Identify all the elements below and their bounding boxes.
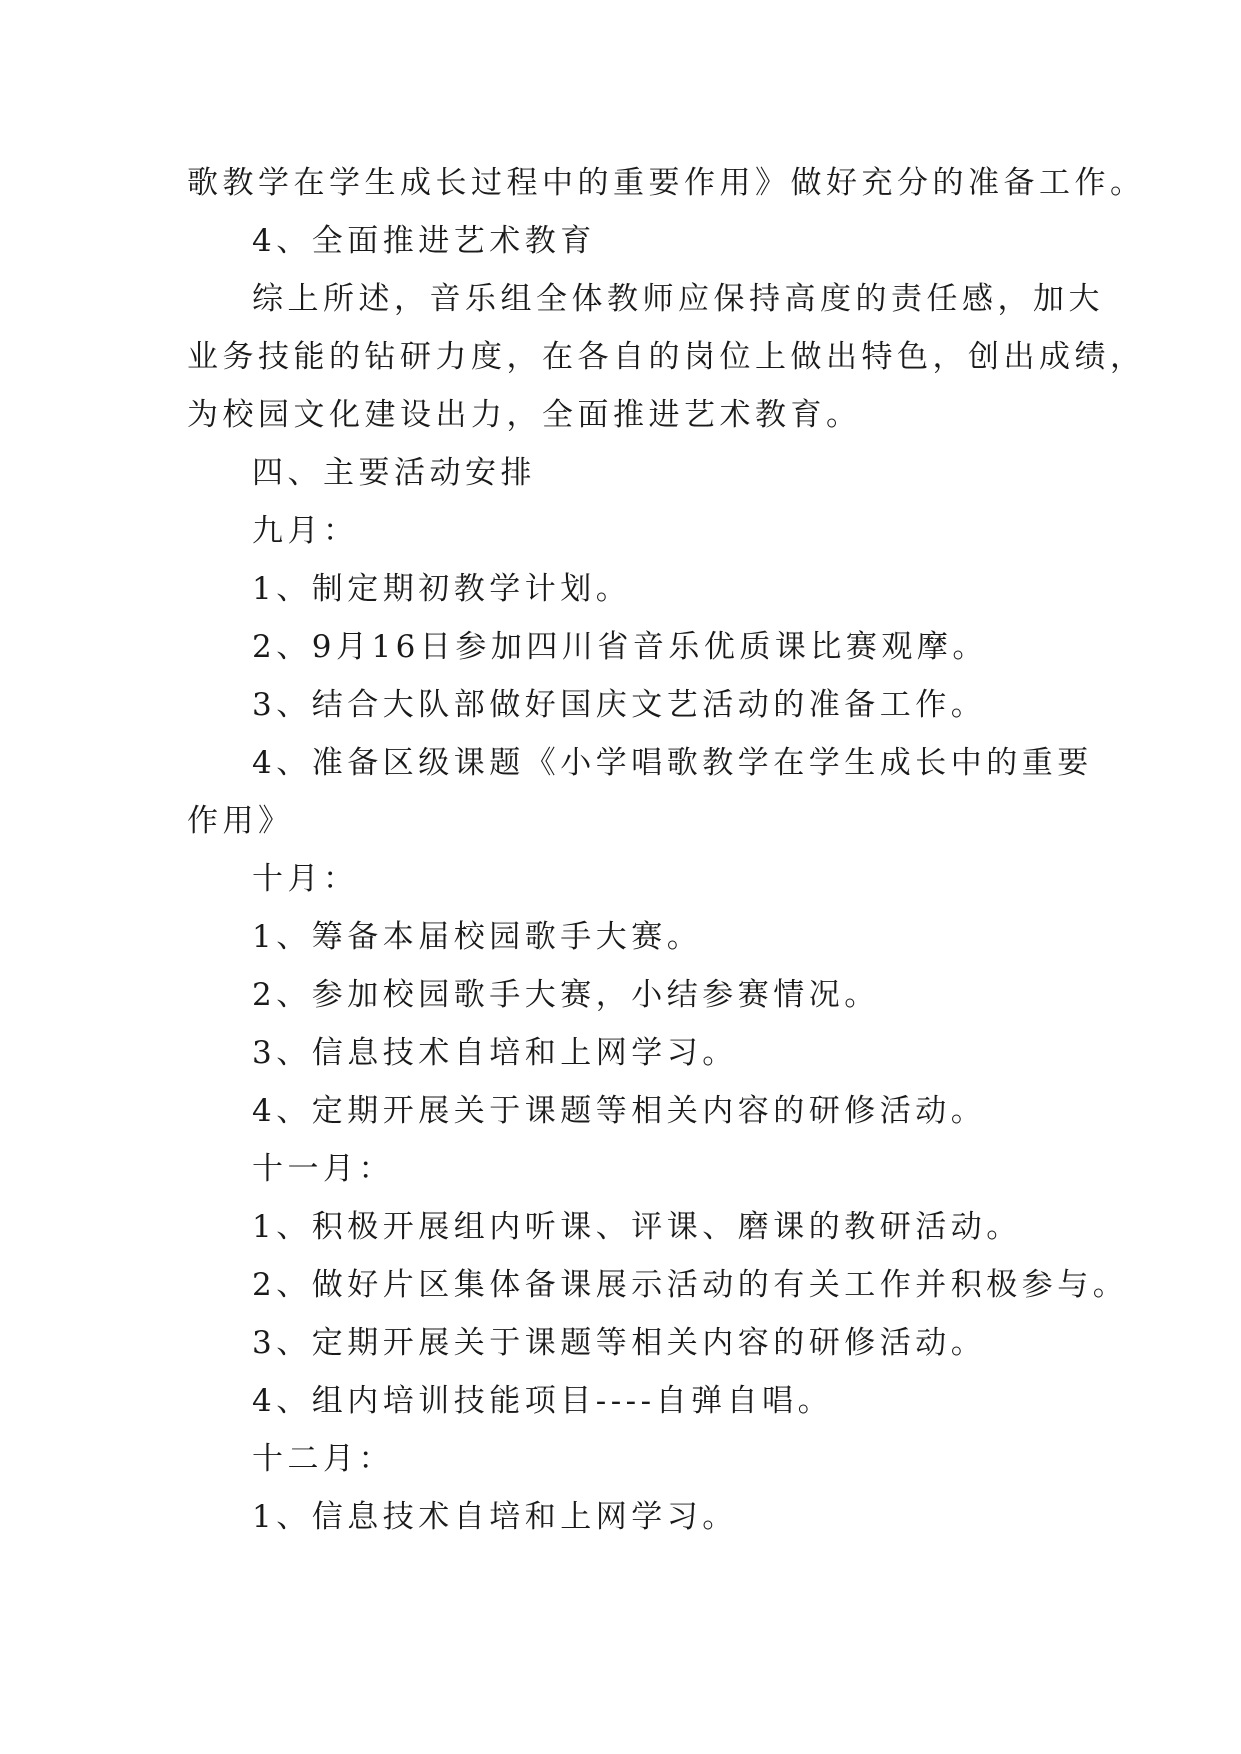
month-heading: 九月： [252, 513, 359, 549]
paragraph-line: 为校园文化建设出力，全面推进艺术教育。 [187, 397, 862, 433]
list-item: 3、定期开展关于课题等相关内容的研修活动。 [252, 1325, 987, 1361]
paragraph-line: 作用》 [187, 803, 294, 839]
list-item: 1、制定期初教学计划。 [252, 571, 632, 607]
month-heading: 十一月： [252, 1151, 394, 1187]
list-item: 4、准备区级课题《小学唱歌教学在学生成长中的重要 [252, 745, 1093, 781]
list-item: 2、参加校园歌手大赛，小结参赛情况。 [252, 977, 880, 1013]
list-item: 3、信息技术自培和上网学习。 [252, 1035, 738, 1071]
list-item: 1、积极开展组内听课、评课、磨课的教研活动。 [252, 1209, 1022, 1245]
list-item: 3、结合大队部做好国庆文艺活动的准备工作。 [252, 687, 987, 723]
list-item: 2、做好片区集体备课展示活动的有关工作并积极参与。 [252, 1267, 1129, 1303]
month-heading: 十月： [252, 861, 359, 897]
list-item: 1、信息技术自培和上网学习。 [252, 1499, 738, 1535]
list-item: 4、全面推进艺术教育 [252, 223, 596, 259]
paragraph-line: 综上所述，音乐组全体教师应保持高度的责任感，加大 [252, 281, 1104, 317]
paragraph-line: 歌教学在学生成长过程中的重要作用》做好充分的准备工作。 [187, 165, 1146, 201]
list-item: 4、组内培训技能项目----自弹自唱。 [252, 1383, 834, 1419]
list-item: 4、定期开展关于课题等相关内容的研修活动。 [252, 1093, 987, 1129]
section-heading: 四、主要活动安排 [252, 455, 536, 491]
month-heading: 十二月： [252, 1441, 394, 1477]
list-item: 1、筹备本届校园歌手大赛。 [252, 919, 703, 955]
list-item: 2、9月16日参加四川省音乐优质课比赛观摩。 [252, 629, 988, 665]
paragraph-line: 业务技能的钻研力度，在各自的岗位上做出特色，创出成绩， [187, 339, 1146, 375]
